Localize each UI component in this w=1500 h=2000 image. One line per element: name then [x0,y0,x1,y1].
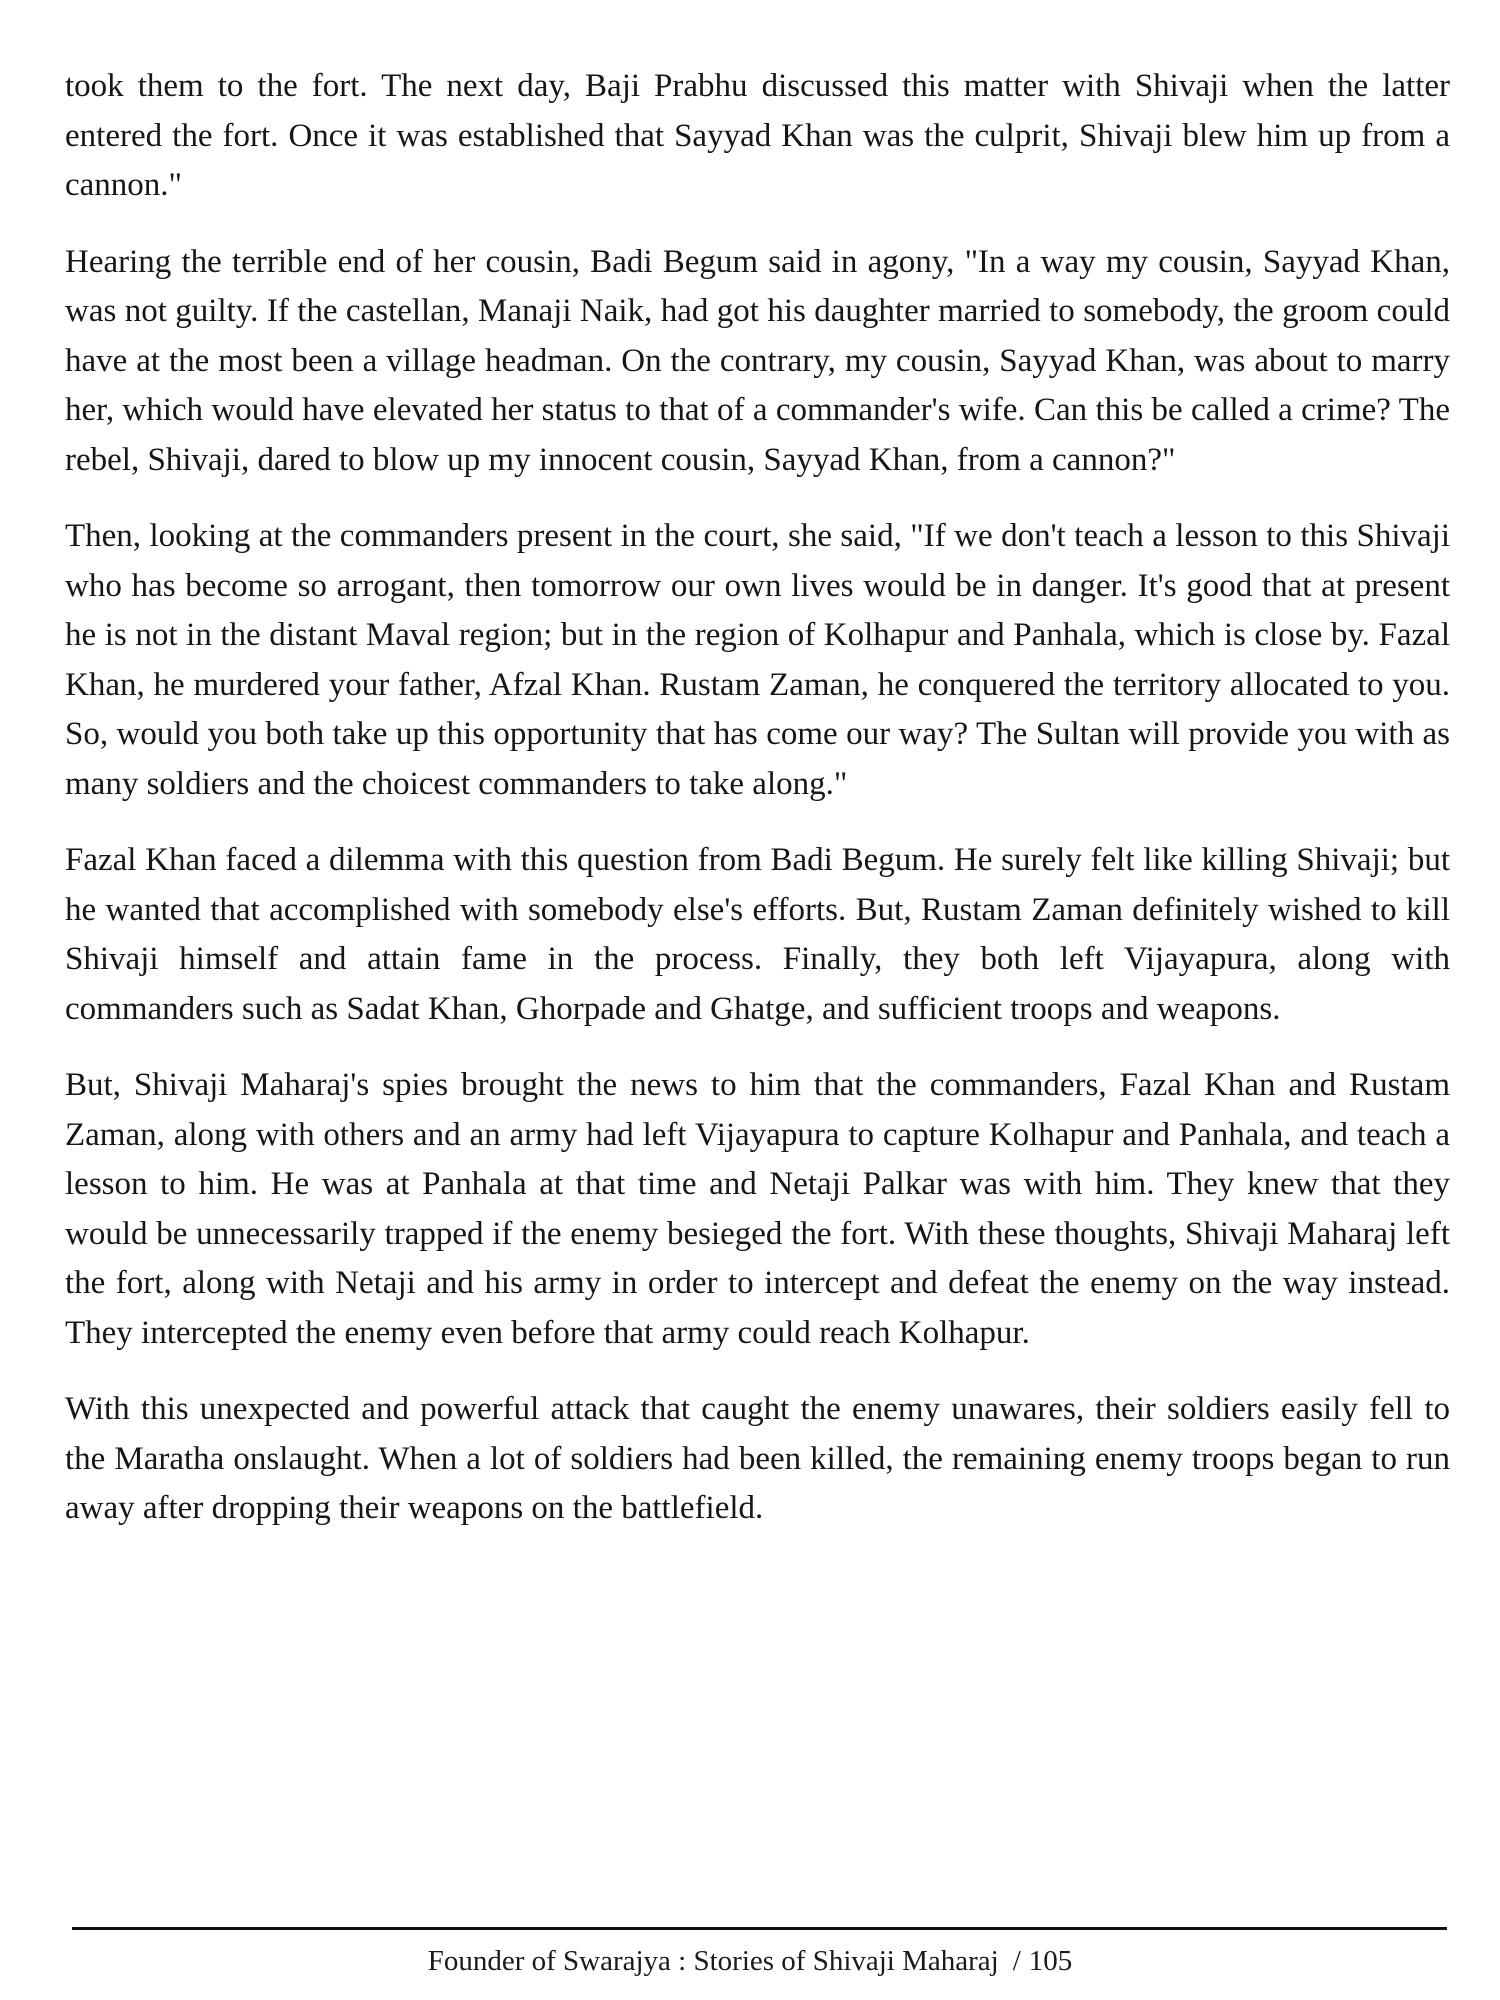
paragraph-6: With this unexpected and powerful attack that caught the enemy unawares, their soldiers easily fell to the Maratha onslaught. When a lot of soldiers had been killed, the remaining enemy troops began to run away after dropping their weapons on the battlefield. [65,1391,1450,1526]
paragraph-5: But, Shivaji Maharaj's spies brought the news to him that the commanders, Fazal Khan and Rustam Zaman, along with others and an army had left Vijayapura to capture Kolhapur and Panhala, and teach a lesson to him. He was at Panhala at that time and Netaji Palkar was with him. They knew that they would be unnecessarily trapped if the enemy besieged the fort. With these thoughts, Shivaji Maharaj left the fort, along with Netaji and his army in order to intercept and defeat the enemy on the way instead. They intercepted the enemy even before that army could reach Kolhapur. [65,1067,1450,1351]
page-footer [0,1945,1500,1978]
paragraph-3: Then, looking at the commanders present in the court, she said, "If we don't teach a lesson to this Shivaji who has become so arrogant, then tomorrow our own lives would be in danger. It's good that at present he is not in the distant Maval region; but in the region of Kolhapur and Panhala, which is close by. Fazal Khan, he murdered your father, Afzal Khan. Rustam Zaman, he conquered the territory allocated to you. So, would you both take up this opportunity that has come our way? The Sultan will provide you with as many soldiers and the choicest commanders to take along." [65,518,1450,802]
footer-separator: / [1012,1945,1021,1977]
paragraph-1: took them to the fort. The next day, Baji Prabhu discussed this matter with Shivaji when the latter entered the fort. Once it was established that Sayyad Khan was the culprit, Shivaji blew him up from a cannon." [65,68,1450,203]
footer-book-title: Founder of Swarajya : Stories of Shivaji Maharaj [427,1945,999,1977]
paragraph-2: Hearing the terrible end of her cousin, Badi Begum said in agony, "In a way my cousin, Sayyad Khan, was not guilty. If the castellan, Manaji Naik, had got his daughter married to somebody, the groom could have at the most been a village headman. On the contrary, my cousin, Sayyad Khan, was about to marry her, which would have elevated her status to that of a commander's wife. Can this be called a crime? The rebel, Shivaji, dared to blow up my innocent cousin, Sayyad Khan, from a cannon?" [65,243,1450,478]
page-body-text [65,62,1450,1561]
page-number: 105 [1028,1945,1073,1977]
paragraph-4: Fazal Khan faced a dilemma with this question from Badi Begum. He surely felt like killing Shivaji; but he wanted that accomplished with somebody else's efforts. But, Rustam Zaman definitely wished to kill Shivaji himself and attain fame in the process. Finally, they both left Vijayapura, along with commanders such as Sadat Khan, Ghorpade and Ghatge, and sufficient troops and weapons. [65,842,1450,1027]
footer-rule [72,1927,1447,1930]
